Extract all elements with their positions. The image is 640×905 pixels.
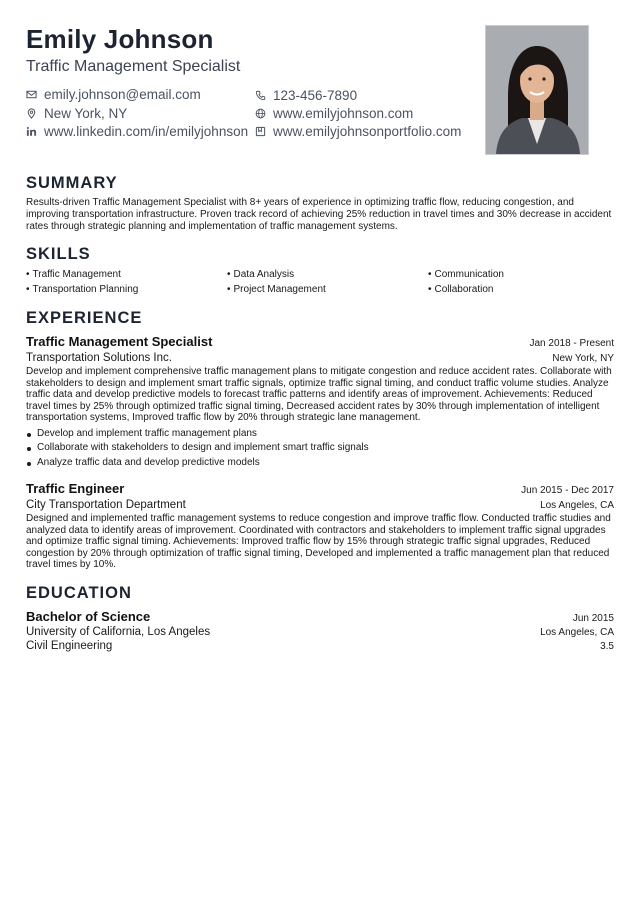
experience-entry: [26, 481, 614, 571]
job-description: Develop and implement comprehensive traffic management plans to mitigate congestion and reduce accident rates. Collaborate with stakeholders to design and implement smart traffic signals, optimize traffic signal timing, and conduct traffic volume studies. Analyze traffic data and develop predictive models to forecast traffic patterns and identify areas of improvement. Achievements: Reduced travel times by 25% through optimized traffic signal timing, Decreased accident rates by 30% through implementation of intelligent transportation systems, Improved traffic flow by 20% through strategic lane management.: [26, 366, 612, 423]
location-text: New York, NY: [44, 106, 128, 121]
experience-heading: EXPERIENCE: [26, 309, 143, 327]
linkedin-icon: [26, 126, 37, 137]
email-text: emily.johnson@email.com: [44, 87, 201, 102]
experience-entry: [26, 334, 614, 470]
job-bullets: [26, 427, 614, 471]
job-location: Los Angeles, CA: [540, 500, 614, 511]
school-location: Los Angeles, CA: [540, 627, 614, 638]
contact-linkedin[interactable]: [26, 124, 248, 139]
job-dates: Jun 2015 - Dec 2017: [521, 485, 614, 496]
candidate-name: Emily Johnson: [26, 24, 214, 54]
map-pin-icon: [26, 108, 37, 119]
graduation-date: Jun 2015: [572, 613, 614, 624]
phone-icon: [255, 90, 266, 101]
portfolio-icon: [255, 126, 266, 137]
candidate-title: Traffic Management Specialist: [26, 58, 241, 75]
education-entry: [26, 609, 614, 654]
job-title: Traffic Engineer: [26, 481, 125, 496]
skill-item: • Project Management: [227, 284, 428, 296]
education-heading: EDUCATION: [26, 584, 132, 602]
job-dates: Jan 2018 - Present: [529, 338, 614, 349]
website-text: www.emilyjohnson.com: [273, 106, 414, 121]
envelope-icon: [26, 89, 37, 100]
skill-item: • Traffic Management: [26, 269, 227, 281]
degree-name: Bachelor of Science: [26, 609, 151, 624]
linkedin-text: www.linkedin.com/in/emilyjohnson: [44, 124, 249, 139]
company-name: City Transportation Department: [26, 499, 186, 511]
job-location: New York, NY: [552, 353, 614, 364]
job-bullet: Develop and implement traffic management plans: [26, 427, 614, 442]
profile-photo: [485, 25, 589, 155]
profile-photo-illustration: [486, 26, 588, 154]
contact-website[interactable]: [255, 106, 413, 121]
contact-email[interactable]: [26, 87, 201, 102]
contact-phone[interactable]: [255, 88, 357, 103]
job-bullet: Collaborate with stakeholders to design and implement smart traffic signals: [26, 441, 614, 456]
summary-text: Results-driven Traffic Management Specialist with 8+ years of experience in optimizing traffic flow, reducing congestion, and improving transportation infrastructure. Proven track record of achieving 25% reduction in travel times and 30% decrease in accident rates through strategic planning and implementation of traffic management systems.: [26, 197, 612, 232]
job-title: Traffic Management Specialist: [26, 334, 213, 349]
job-bullet: Analyze traffic data and develop predictive models: [26, 456, 614, 471]
major-name: Civil Engineering: [26, 640, 113, 652]
skill-item: • Data Analysis: [227, 269, 428, 281]
skills-heading: SKILLS: [26, 245, 91, 263]
contact-portfolio[interactable]: [255, 124, 461, 139]
resume-header: [26, 24, 614, 158]
resume-page: [26, 24, 614, 652]
company-name: Transportation Solutions Inc.: [26, 352, 172, 364]
gpa-value: 3.5: [600, 641, 614, 652]
job-description: Designed and implemented traffic management systems to reduce congestion and improve traffic flow. Conducted traffic studies and analyzed data to identify areas of improvement. Coordinated with contractors and stakeholders to implement traffic signal upgrades and optimize traffic signal timing. Achievements: Improved traffic flow by 15% through strategic traffic signal upgrades, Reduced congestion by 20% through optimization of traffic signal timing, Developed and implemented a traffic management plan that reduced travel times by 10%.: [26, 513, 611, 570]
contact-location: [26, 106, 127, 121]
globe-icon: [255, 108, 266, 119]
skill-item: • Transportation Planning: [26, 284, 227, 296]
skills-list: [26, 269, 614, 296]
skill-item: • Collaboration: [428, 284, 614, 296]
phone-text: 123-456-7890: [273, 88, 358, 103]
summary-heading: SUMMARY: [26, 174, 118, 192]
skill-item: • Communication: [428, 269, 614, 281]
school-name: University of California, Los Angeles: [26, 626, 211, 638]
portfolio-text: www.emilyjohnsonportfolio.com: [273, 124, 462, 139]
